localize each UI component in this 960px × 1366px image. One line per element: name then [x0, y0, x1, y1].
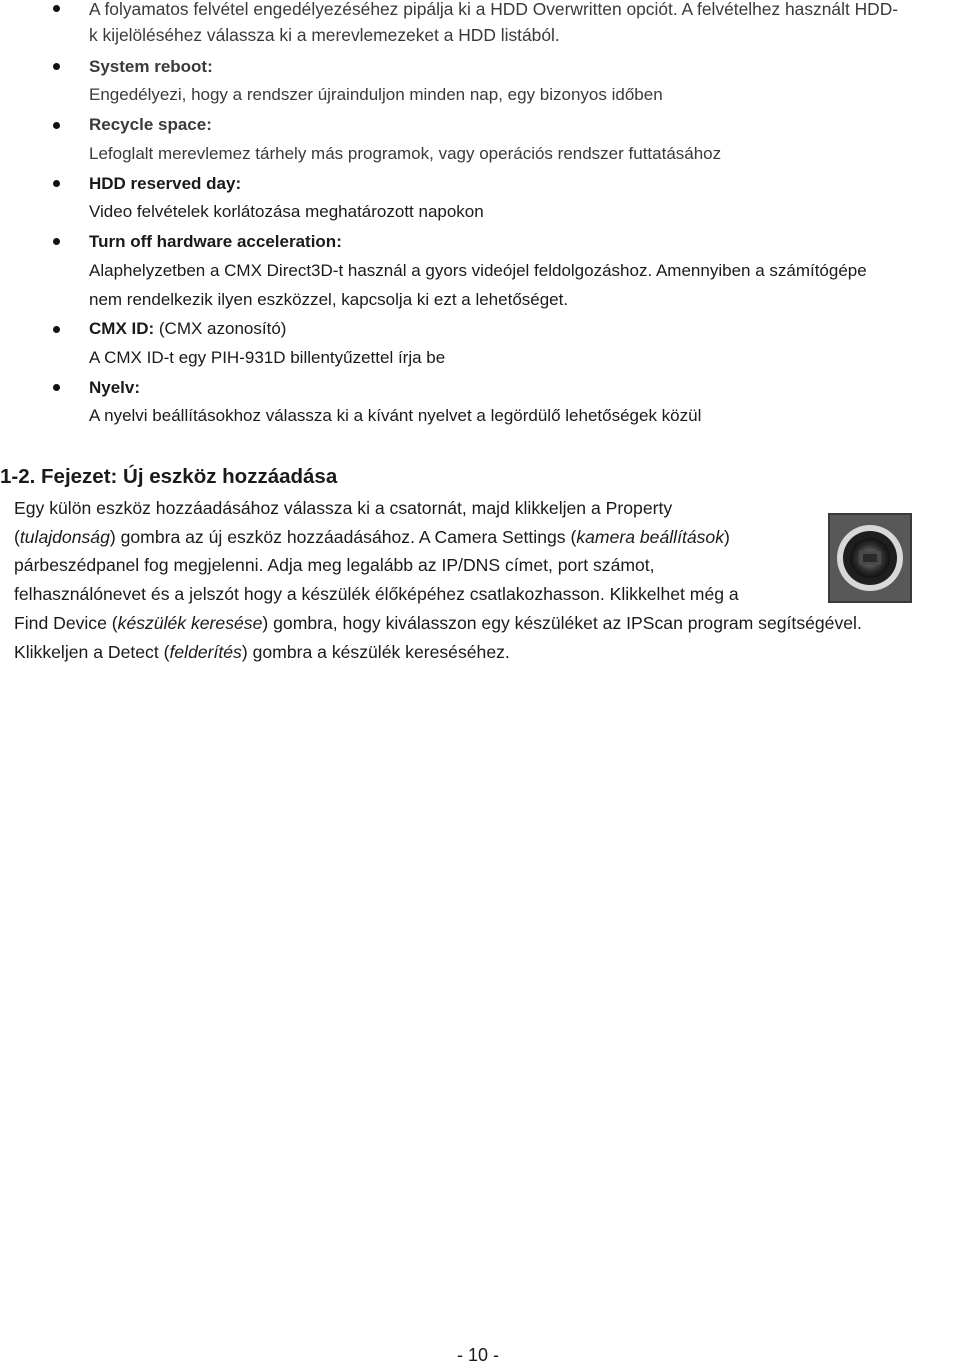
section-heading: 1-2. Fejezet: Új eszköz hozzáadása [0, 465, 338, 488]
hdd-list-text: k kijelöléséhez válassza ki a merevlemezeket a HDD listából. [89, 25, 560, 45]
text-span: ) [724, 527, 730, 547]
bullet-icon [53, 238, 60, 245]
cmx-id-line [89, 319, 286, 339]
recycle-space-desc: Lefoglalt merevlemez tárhely más programok, vagy operációs rendszer futtatásához [89, 144, 722, 163]
paragraph-line: párbeszédpanel fog megjelenni. Adja meg legalább az IP/DNS címet, port számot, [14, 555, 655, 575]
italic-term: tulajdonság [19, 527, 110, 547]
paragraph-line [14, 527, 730, 547]
italic-term: készülék keresése [117, 613, 263, 633]
bullet-icon [53, 326, 60, 333]
hdd-reserved-day-desc: Video felvételek korlátozása meghatározott napokon [89, 202, 484, 221]
bullet-icon [53, 384, 60, 391]
text-span: ) gombra a készülék kereséséhez. [241, 642, 510, 662]
text-span: ) gombra az új eszköz hozzáadásához. A Camera Settings ( [109, 527, 577, 547]
hw-acceleration-desc: Alaphelyzetben a CMX Direct3D-t használ a gyors videójel feldolgozáshoz. Amennyiben a számítógépe [89, 261, 867, 280]
language-label: Nyelv: [89, 378, 141, 397]
camera-lens-icon [830, 515, 910, 601]
language-desc: A nyelvi beállításokhoz válassza ki a kívánt nyelvet a legördülő lehetőségek közül [89, 406, 702, 425]
bullet-icon [53, 63, 60, 70]
page-number: - 10 - [457, 1345, 500, 1365]
text-span: ( [14, 527, 20, 547]
italic-term: kamera beállítások [576, 527, 725, 547]
recycle-space-label: Recycle space: [89, 115, 212, 134]
italic-term: felderítés [169, 642, 242, 662]
hw-acceleration-label: Turn off hardware acceleration: [89, 232, 342, 251]
camera-property-icon [828, 513, 912, 603]
bullet-icon [53, 180, 60, 187]
hw-acceleration-desc-2: nem rendelkezik ilyen eszközzel, kapcsolja ki ezt a lehetőséget. [89, 290, 569, 309]
bullet-icon [53, 5, 60, 12]
system-reboot-label: System reboot: [89, 57, 213, 76]
cmx-id-desc: A CMX ID-t egy PIH-931D billentyűzettel írja be [89, 348, 446, 367]
cmx-id-label: CMX ID: [89, 319, 155, 338]
text-span: Klikkeljen a Detect ( [14, 642, 170, 662]
paragraph-line [14, 642, 510, 662]
paragraph-line [14, 613, 862, 633]
paragraph-line: Egy külön eszköz hozzáadásához válassza ki a csatornát, majd klikkeljen a Property [14, 498, 673, 518]
cmx-id-suffix: (CMX azonosító) [154, 319, 287, 338]
hdd-reserved-day-label: HDD reserved day: [89, 174, 242, 193]
text-span: Find Device ( [14, 613, 118, 633]
text-span: ) gombra, hogy kiválasszon egy készüléket az IPScan program segítségével. [262, 613, 862, 633]
hdd-overwritten-text: A folyamatos felvétel engedélyezéséhez pipálja ki a HDD Overwritten opciót. A felvételhez használt HDD- [89, 0, 899, 19]
paragraph-line: felhasználónevet és a jelszót hogy a készülék élőképéhez csatlakozhasson. Klikkelhet még a [14, 584, 739, 604]
bullet-icon [53, 122, 60, 129]
system-reboot-desc: Engedélyezi, hogy a rendszer újrainduljon minden nap, egy bizonyos időben [89, 85, 663, 104]
